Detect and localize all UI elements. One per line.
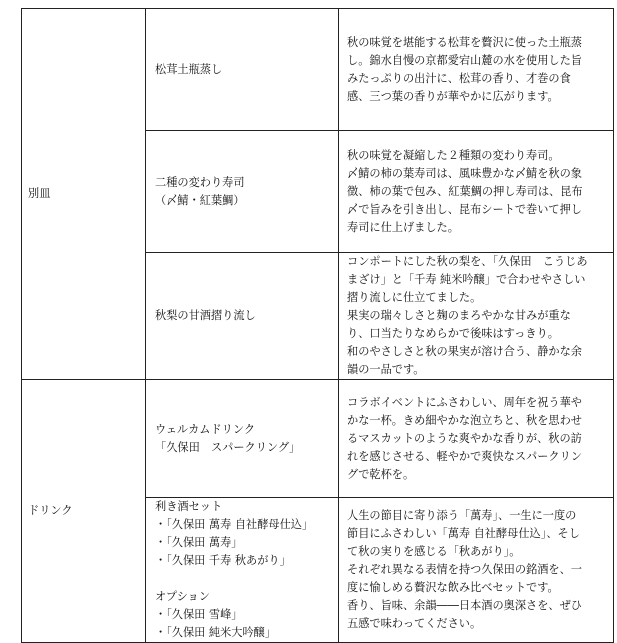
- description-line: かな一杯。きめ細やかな泡立ちと、秋を思わせ: [347, 413, 582, 427]
- option-item: ・「久保田 雪峰」: [155, 608, 243, 621]
- description-line: 節目にふさわしい「萬寿 自社酵母仕込」、そし: [347, 527, 580, 540]
- item-name-sub: （〆鯖・紅葉鯛）: [155, 193, 245, 207]
- item-name: 利き酒セット: [155, 500, 223, 513]
- description-line: 寿司に仕上げました。: [347, 220, 459, 234]
- description-line: 韻の一品です。: [347, 363, 425, 376]
- category-cell: [22, 380, 146, 643]
- description-line: るマスカットのような爽やかな香りが、秋の訪: [347, 431, 582, 445]
- table-row: [22, 9, 614, 131]
- description-line: 〆で旨みを引き出し、昆布シートで巻いて押し: [347, 202, 582, 216]
- description-line: 人生の節目に寄り添う「萬寿」、一生に一度の: [347, 509, 577, 522]
- item-name: ウェルカムドリンク: [155, 422, 256, 436]
- description-line: 感、三つ葉の香りが華やかに広がります。: [347, 89, 559, 103]
- item-name-sub: 「久保田 スパークリング」: [155, 440, 301, 454]
- spacer: [155, 570, 330, 588]
- description-line: し。錦水自慢の京都愛宕山麓の水を使用した旨: [347, 53, 582, 67]
- option-heading: オプション: [155, 590, 210, 603]
- set-item: ・「久保田 萬寿」: [155, 536, 243, 549]
- description-line: 和のやさしさと秋の果実が溶け合う、静かな余: [347, 345, 582, 358]
- item-description-cell: [339, 498, 614, 643]
- item-description-cell: [339, 131, 614, 253]
- item-name-cell: [146, 9, 339, 131]
- item-name: 二種の変わり寿司: [155, 175, 245, 189]
- menu-table: [21, 8, 614, 643]
- item-description-cell: [339, 9, 614, 131]
- item-name-cell: [146, 253, 339, 380]
- description-line: 果実の瑞々しさと麹のまろやかな甘みが重な: [347, 309, 571, 322]
- category-label: ドリンク: [28, 504, 73, 517]
- set-item: ・「久保田 萬寿 自社酵母仕込」: [155, 518, 314, 531]
- description-line: 摺り流しに仕立てました。: [347, 291, 482, 304]
- description-line: 秋の味覚を凝縮した２種類の変わり寿司。: [347, 148, 560, 162]
- description-line: て秋の実りを感じる「秋あがり」。: [347, 545, 521, 558]
- description-line: それぞれ異なる表情を持つ久保田の銘酒を、一: [347, 563, 582, 576]
- description-line: 香り、旨味、余韻――日本酒の奥深さを、ぜひ: [347, 599, 582, 612]
- category-cell: [22, 9, 146, 380]
- description-line: 度に愉しめる贅沢な飲み比べセットです。: [347, 581, 559, 594]
- description-line: 五感で味わってください。: [347, 617, 482, 630]
- description-line: みたっぷりの出汁に、松茸の香り、才巻の食: [347, 71, 571, 85]
- item-description-cell: [339, 253, 614, 380]
- description-line: グで乾杯を。: [347, 467, 415, 481]
- description-line: 秋の味覚を堪能する松茸を贅沢に使った土瓶蒸: [347, 35, 582, 49]
- item-name-cell: [146, 131, 339, 253]
- item-name-cell: [146, 380, 339, 498]
- item-name: 秋梨の甘酒摺り流し: [155, 309, 256, 322]
- description-line: 〆鯖の柿の葉寿司は、風味豊かな〆鯖を秋の象: [347, 166, 582, 180]
- item-name: 松茸土瓶蒸し: [155, 62, 223, 76]
- description-line: コンポートにした秋の梨を、「久保田 こうじあ: [347, 255, 588, 268]
- set-item: ・「久保田 千寿 秋あがり」: [155, 554, 291, 567]
- category-label: 別皿: [28, 187, 51, 200]
- description-line: コラボイベントにふさわしい、周年を祝う華や: [347, 395, 582, 409]
- description-line: まざけ」と「千寿 純米吟醸」で合わせやさしい: [347, 273, 586, 286]
- table-row: [22, 380, 614, 498]
- item-description-cell: [339, 380, 614, 498]
- description-line: れを感じさせる、軽やかで爽快なスパークリン: [347, 449, 582, 463]
- description-line: り、口当たりなめらかで後味はすっきり。: [347, 327, 559, 340]
- item-name-cell: [146, 498, 339, 643]
- description-line: 徴、柿の葉で包み、紅葉鯛の押し寿司は、昆布: [347, 184, 583, 198]
- option-item: ・「久保田 純米大吟醸」: [155, 626, 277, 639]
